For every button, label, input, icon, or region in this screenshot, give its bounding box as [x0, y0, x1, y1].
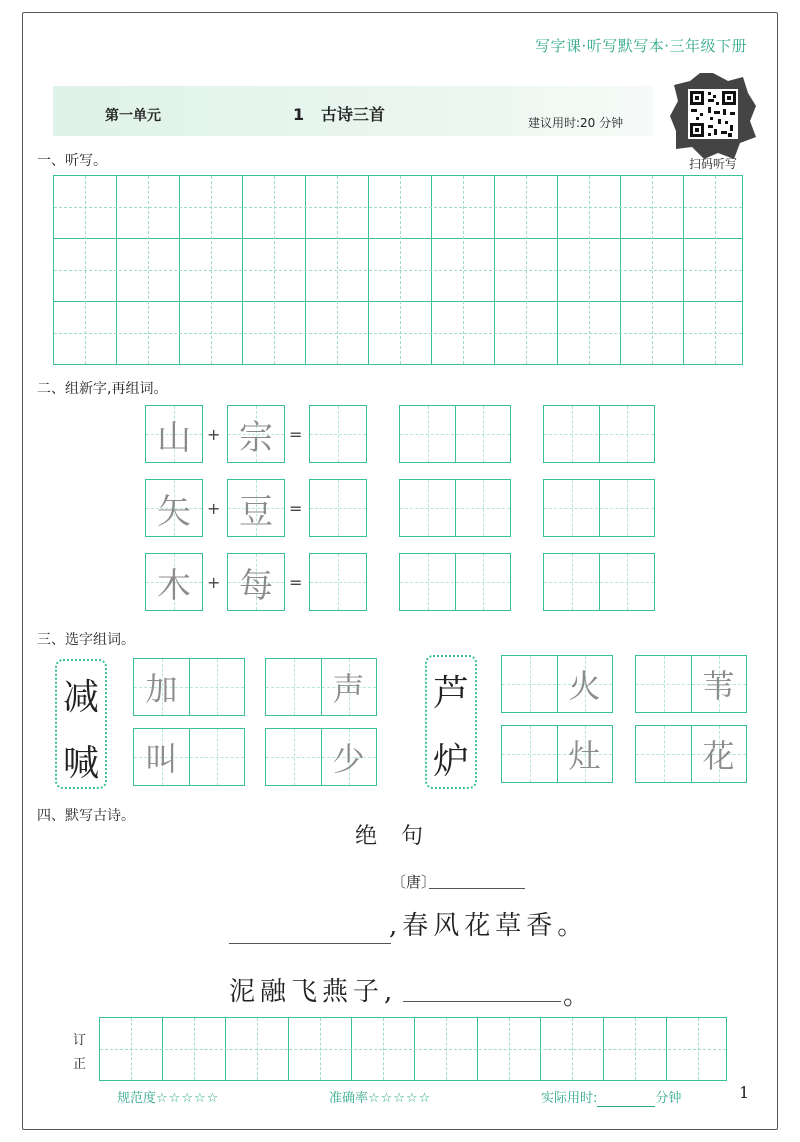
option-char: 炉: [432, 741, 469, 782]
minutes-label: 分钟: [655, 1091, 682, 1106]
option-char: 芦: [432, 673, 469, 714]
accuracy-stars[interactable]: ☆☆☆☆☆: [368, 1091, 432, 1106]
word-box[interactable]: [399, 553, 511, 611]
word-box[interactable]: [399, 479, 511, 537]
worksheet-page: [22, 12, 778, 1130]
poem-title: 绝句: [354, 824, 447, 849]
accuracy-rating: [329, 1087, 431, 1106]
norm-rating: [117, 1087, 219, 1106]
lesson-number: 1: [293, 105, 305, 124]
poem-blank-line2[interactable]: [403, 1001, 561, 1002]
answer-char-box[interactable]: [309, 405, 367, 463]
norm-stars[interactable]: ☆☆☆☆☆: [156, 1091, 220, 1106]
accuracy-label: 准确率: [329, 1091, 369, 1106]
poem-dynasty: 〔唐〕: [391, 873, 437, 891]
poem-line2-start: 泥融飞燕子,: [229, 977, 398, 1007]
choose-word-box[interactable]: 声: [265, 658, 377, 716]
compose-right-char: 每: [227, 553, 285, 611]
dictation-grid[interactable]: [53, 175, 743, 365]
option-char: 减: [62, 677, 99, 718]
section-poem-title: 四、默写古诗。: [37, 808, 135, 824]
compose-right-char: 豆: [227, 479, 285, 537]
compose-left-char: 矢: [145, 479, 203, 537]
page-number: 1: [739, 1083, 750, 1102]
choose-word-box[interactable]: 叫: [133, 728, 245, 786]
section-dictation-title: 一、听写。: [37, 153, 107, 169]
choose-word-box[interactable]: 火: [501, 655, 613, 713]
section-choose-title: 三、选字组词。: [37, 632, 135, 648]
answer-char-box[interactable]: [309, 479, 367, 537]
qr-code-icon[interactable]: [668, 71, 758, 161]
actual-time-blank[interactable]: [597, 1091, 655, 1107]
equals-sign: =: [289, 573, 303, 592]
word-box[interactable]: [543, 553, 655, 611]
lesson-banner: [53, 86, 653, 136]
qr-label: 扫码听写: [688, 157, 737, 171]
unit-label: 第一单元: [105, 108, 161, 124]
option-char: 喊: [62, 743, 99, 784]
compose-left-char: 山: [145, 405, 203, 463]
norm-label: 规范度: [117, 1091, 157, 1106]
correction-label-bottom: 正: [73, 1057, 87, 1072]
choose-word-box[interactable]: 加: [133, 658, 245, 716]
correction-grid[interactable]: [99, 1017, 727, 1081]
actual-time-label: 实际用时:: [541, 1091, 598, 1106]
plus-sign: +: [207, 499, 221, 518]
equals-sign: =: [289, 425, 303, 444]
choose-word-box[interactable]: 灶: [501, 725, 613, 783]
actual-time: [541, 1087, 681, 1107]
choose-word-box[interactable]: 少: [265, 728, 377, 786]
word-box[interactable]: [543, 479, 655, 537]
series-title: 写字课·听写默写本·三年级下册: [534, 37, 747, 55]
suggested-time: 建议用时:20 分钟: [528, 116, 624, 130]
compose-right-char: 宗: [227, 405, 285, 463]
author-blank[interactable]: [429, 888, 525, 889]
lesson-name: 古诗三首: [320, 105, 385, 124]
answer-char-box[interactable]: [309, 553, 367, 611]
plus-sign: +: [207, 573, 221, 592]
word-box[interactable]: [543, 405, 655, 463]
word-box[interactable]: [399, 405, 511, 463]
section-compose-title: 二、组新字,再组词。: [37, 381, 168, 397]
poem-line1-end: ,春风花草香。: [389, 911, 589, 941]
choose-word-box[interactable]: 苇: [635, 655, 747, 713]
lesson-title: [293, 102, 385, 125]
correction-label-top: 订: [73, 1033, 87, 1048]
plus-sign: +: [207, 425, 221, 444]
poem-blank-line1[interactable]: [229, 943, 391, 944]
choose-word-box[interactable]: 花: [635, 725, 747, 783]
compose-left-char: 木: [145, 553, 203, 611]
equals-sign: =: [289, 499, 303, 518]
poem-line2-end: 。: [563, 981, 595, 1011]
